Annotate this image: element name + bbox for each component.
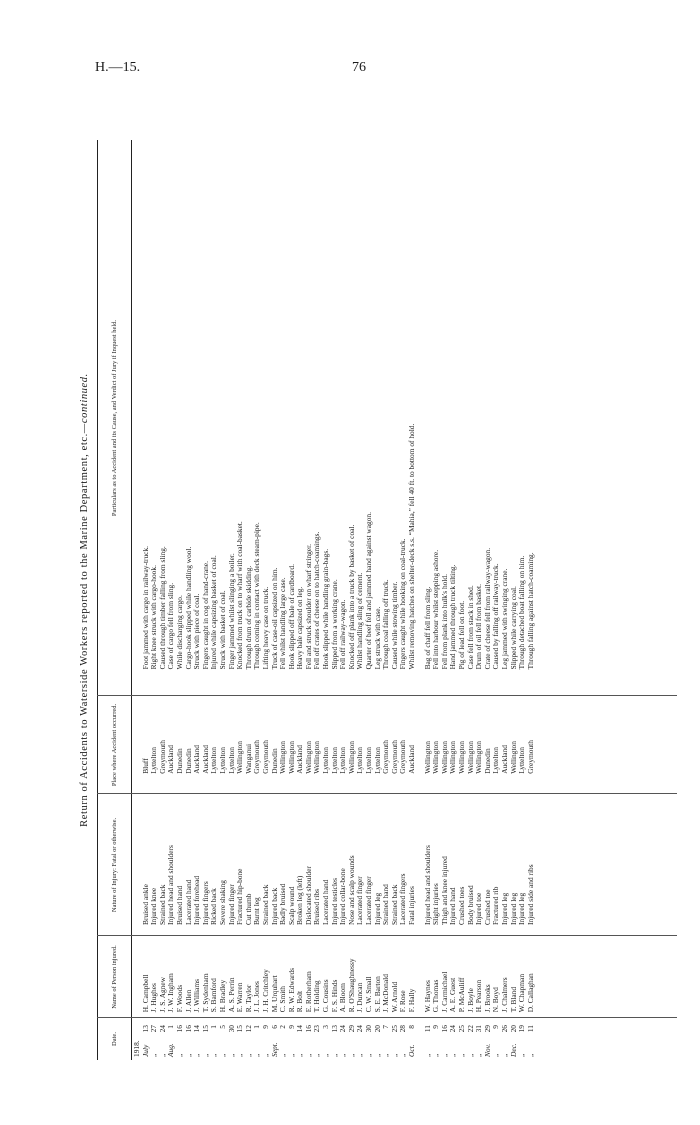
accident-particulars: Through coal falling off truck. [381, 579, 391, 670]
accident-place: Wanganui [243, 743, 253, 774]
accident-particulars: Finger jammed whilst slinging a boiler. [226, 553, 236, 670]
person-name: C. W. Small [364, 976, 374, 1013]
person-name: A. E. Guest [448, 977, 458, 1013]
month: Oct. [407, 1044, 416, 1057]
accident-particulars: Through falling against hatch-coaming. [525, 552, 535, 670]
accident-place: Dunedin [482, 748, 492, 774]
day: 29 [346, 1025, 356, 1033]
accident-place: Lyttelton [355, 747, 365, 774]
month: „ [338, 1052, 348, 1057]
month: „ [312, 1052, 322, 1057]
month: „ [235, 1052, 245, 1057]
accident-place: Auckland [192, 745, 202, 774]
person-name: H. Campbell [140, 974, 150, 1013]
accident-particulars: Caused through timber falling from sling. [157, 546, 167, 670]
accident-particulars: Fingers caught while hooking on coal-truck. [398, 538, 408, 670]
person-name: R. O'Shaughnessy [346, 958, 356, 1013]
day: 16 [439, 1025, 449, 1033]
month: „ [217, 1052, 227, 1057]
month: „ [346, 1052, 356, 1057]
column-header-injury: Nature of Injury: Fatal or otherwise. [110, 817, 118, 913]
day: 30 [226, 1025, 236, 1033]
month: „ [389, 1052, 399, 1057]
accident-place: Wellington [303, 741, 313, 774]
accident-place: Lyttelton [364, 747, 374, 774]
accident-place: Auckland [166, 745, 176, 774]
injury-nature: Lacerated hand [321, 879, 331, 925]
person-name: T. Bland [508, 986, 518, 1013]
day: 16 [303, 1025, 313, 1033]
person-name: D. Callaghan [525, 973, 535, 1013]
day: 14 [192, 1025, 202, 1033]
person-name: A. Bloom [338, 983, 348, 1013]
day: 23 [312, 1025, 322, 1033]
injury-nature: Bruised hand [174, 885, 184, 925]
injury-nature: Injured collar-bone [338, 868, 348, 925]
accident-place: Bluff [140, 758, 150, 774]
person-name: F. S. Hinds [329, 979, 339, 1013]
person-name: A. S. Perrin [226, 977, 236, 1013]
month: „ [474, 1052, 484, 1057]
day: 24 [355, 1025, 365, 1033]
accident-particulars: Whilst handling sling of cement. [355, 572, 365, 670]
accident-particulars: Pig of lead fell on foot. [456, 600, 466, 670]
month: „ [303, 1052, 313, 1057]
table-title [79, 140, 90, 1060]
accident-particulars: Foot jammed with cargo in railway-truck. [140, 546, 150, 670]
accident-particulars: Through coming in contact with deck steam-pipe. [252, 522, 262, 670]
day: 24 [338, 1025, 348, 1033]
accident-place: Lyttelton [226, 747, 236, 774]
injury-nature: Injured leg [508, 892, 518, 925]
month: „ [422, 1052, 432, 1057]
person-name: T. Holding [312, 980, 322, 1013]
injury-nature: Slight injuries [431, 883, 441, 925]
day: 1 [252, 1025, 262, 1029]
person-name: J. Chalmers [499, 977, 509, 1013]
day: 26 [499, 1025, 509, 1033]
day: 5 [217, 1025, 227, 1029]
accident-place: Wellington [456, 741, 466, 774]
column-header-date: Date. [110, 1032, 118, 1046]
injury-nature: Lacerated finger [355, 876, 365, 925]
day: 25 [456, 1025, 466, 1033]
injury-nature: Injured head and shoulders [422, 845, 432, 925]
person-name: W. Haynes [422, 980, 432, 1013]
accident-particulars: Leg struck with case. [372, 606, 382, 670]
month: „ [243, 1052, 253, 1057]
injury-nature: Injured side and ribs [525, 864, 535, 925]
day: 31 [474, 1025, 484, 1033]
accident-place: Greymouth [252, 740, 262, 774]
month: „ [517, 1052, 527, 1057]
injury-nature: Dislocated shoulder [303, 866, 313, 925]
day: 9 [431, 1025, 441, 1029]
day: 3 [321, 1025, 331, 1029]
person-name: N. Boyd [491, 987, 501, 1013]
day: 1 [166, 1025, 176, 1029]
person-name: S. E. Barton [372, 976, 382, 1013]
injury-nature: Fatal injuries [407, 886, 416, 925]
accident-place: Wellington [278, 741, 288, 774]
day: 11 [525, 1025, 535, 1033]
accident-particulars: Hook slipped off bale of cardboard. [286, 564, 296, 670]
month: „ [278, 1052, 288, 1057]
header-rule-top [97, 140, 98, 1060]
person-name: R. Bolt [295, 990, 305, 1013]
injury-nature: Lacerated fingers [398, 873, 408, 925]
accident-place: Wellington [474, 741, 484, 774]
accident-particulars: Cargo-hook slipped while handling wool. [183, 546, 193, 670]
person-name: J. W. Ingham [166, 973, 176, 1013]
accident-particulars: While discharging cargo. [174, 595, 184, 670]
injury-nature: Strained back [260, 884, 270, 925]
day: 20 [372, 1025, 382, 1033]
person-name: J. S. Agnew [157, 976, 167, 1013]
accident-particulars: Truck of case-oil capsized on him. [269, 567, 279, 670]
month: „ [439, 1052, 449, 1057]
month: „ [525, 1052, 535, 1057]
accident-place: Lyttelton [329, 747, 339, 774]
injury-nature: Lacerated finger [364, 876, 374, 925]
accident-particulars: Fell from plank into hulk's hold. [439, 574, 449, 670]
accident-place: Lyttelton [209, 747, 219, 774]
day: 12 [243, 1025, 253, 1033]
accident-particulars: Knocked from truck on to wharf with coal-basket. [235, 521, 245, 670]
accident-place: Wellington [439, 741, 449, 774]
accident-particulars: Fingers caught in cog of hand-crane. [200, 561, 210, 670]
month: „ [295, 1052, 305, 1057]
person-name: W. Arnold [389, 981, 399, 1013]
person-name: F. Hally [407, 988, 416, 1013]
month: „ [499, 1052, 509, 1057]
injury-nature: Crushed toe [482, 889, 492, 925]
day: 20 [508, 1025, 518, 1033]
person-name: J. Duncan [355, 982, 365, 1013]
person-name: S. Bamford [209, 978, 219, 1013]
person-name: J. McDonald [381, 974, 391, 1013]
accident-place: Lyttelton [372, 747, 382, 774]
day: 15 [235, 1025, 245, 1033]
accident-particulars: Fell off railway-wagon. [338, 599, 348, 670]
day: 1 [209, 1025, 219, 1029]
month: „ [355, 1052, 365, 1057]
month: „ [183, 1052, 193, 1057]
month: „ [226, 1052, 236, 1057]
accident-place: Wellington [465, 741, 475, 774]
month: „ [260, 1052, 270, 1057]
injury-nature: Strained back [389, 884, 399, 925]
injury-nature: Thigh and knee injured [439, 856, 449, 925]
month: „ [381, 1052, 391, 1057]
accident-place: Lyttelton [149, 747, 159, 774]
injury-nature: Fractured hip-bone [235, 868, 245, 925]
accident-place: Wellington [422, 741, 432, 774]
injury-nature: Scalp wound [286, 886, 296, 925]
month: „ [398, 1052, 408, 1057]
injury-nature: Injured finger [226, 884, 236, 925]
month: „ [448, 1052, 458, 1057]
rotated-table-page [75, 140, 695, 1060]
person-name: G. Thomas [431, 979, 441, 1013]
accidents-table [133, 140, 535, 1060]
accident-place: Lyttelton [517, 747, 527, 774]
column-header-particulars: Particulars as to Accident and its Cause, and Verdict of Jury if Inquest held. [110, 319, 118, 517]
accident-particulars: Case of cargo fell from sling. [166, 582, 176, 670]
accident-place: Lyttelton [217, 747, 227, 774]
day: 24 [157, 1025, 167, 1033]
date-cell [408, 1015, 417, 1060]
accident-place: Wellington [312, 741, 322, 774]
accident-place: Lyttelton [338, 747, 348, 774]
document-reference: H.—15. [95, 60, 141, 75]
accident-place: Wellington [448, 741, 458, 774]
accident-particulars: Bag of chaff fell from sling. [422, 586, 432, 670]
injury-nature: Nose and scalp wounds [346, 855, 356, 925]
day: 9 [260, 1025, 270, 1029]
person-name: H. Pearson [474, 979, 484, 1013]
injury-nature: Bruised ribs [312, 889, 322, 925]
injury-nature: Lacerated hand [183, 879, 193, 925]
injury-nature: Injured head and shoulders [166, 845, 176, 925]
accident-particulars: Heavy bale capsized on leg. [295, 586, 305, 670]
person-name: H. Bradley [217, 979, 227, 1013]
month: „ [200, 1052, 210, 1057]
injury-nature: Strained back [157, 884, 167, 925]
year-label: 1918. [132, 1040, 141, 1057]
day: 13 [329, 1025, 339, 1033]
month: „ [209, 1052, 219, 1057]
month: „ [456, 1052, 466, 1057]
header-rule-bottom [131, 140, 132, 1060]
day: 24 [448, 1025, 458, 1033]
person-name: J. H. Critchley [260, 969, 270, 1013]
accident-particulars: Fell and struck shoulder on wharf stringer. [303, 544, 313, 670]
month: „ [329, 1052, 339, 1057]
month: „ [431, 1052, 441, 1057]
day: 2 [278, 1025, 288, 1029]
accident-particulars: Drum of oil fell from basket. [474, 584, 484, 670]
person-name: J. Carmichael [439, 971, 449, 1013]
injury-nature: Burnt leg [252, 897, 262, 925]
month: July [140, 1044, 150, 1057]
day: 28 [398, 1025, 408, 1033]
accident-place: Auckland [200, 745, 210, 774]
injury-nature: Body bruised [465, 885, 475, 925]
day: 9 [491, 1025, 501, 1029]
person-name: C. Smith [278, 985, 288, 1013]
injury-nature: Bruised ankle [140, 884, 150, 925]
accident-particulars: Hand jammed through truck tilting. [448, 564, 458, 670]
injury-nature: Injured testicles [329, 877, 339, 925]
accident-particulars: Quarter of beef fell and jammed hand against wagon. [364, 512, 374, 670]
injury-nature: Broken leg (left) [295, 875, 305, 925]
injury-nature: Injured leg [372, 892, 382, 925]
date-cell [527, 1015, 536, 1060]
accident-particulars: Struck with basket of coal. [217, 590, 227, 670]
month: „ [192, 1052, 202, 1057]
injury-nature: Injured toe [474, 892, 484, 925]
month: „ [465, 1052, 475, 1057]
accident-particulars: Fell whilst handling large case. [278, 577, 288, 670]
person-name: R. W. Edwards [286, 967, 296, 1013]
day: 19 [517, 1025, 527, 1033]
accident-particulars: Crate of cheese fell from railway-wagon. [482, 547, 492, 670]
accident-particulars: Case fell from stack in shed. [465, 585, 475, 670]
person-name: F. Rose [398, 990, 408, 1013]
accident-place: Wellington [235, 741, 245, 774]
accident-particulars: Fell off crates of cheese on to hatch-coamings. [312, 531, 322, 670]
person-name: J. Brooks [482, 984, 492, 1013]
day: 16 [174, 1025, 184, 1033]
month: „ [364, 1052, 374, 1057]
day: 8 [407, 1025, 416, 1029]
accident-particulars: Lifting heavy case on truck. [260, 586, 270, 670]
person-name: P. McAuliff [456, 977, 466, 1013]
person-name: J. Allen [183, 989, 193, 1013]
person-name: G. Cousins [321, 979, 331, 1013]
injury-nature: Injured leg [517, 892, 527, 925]
day: 15 [200, 1025, 210, 1033]
person-name: J. Hughes [149, 983, 159, 1013]
month: „ [372, 1052, 382, 1057]
month: „ [252, 1052, 262, 1057]
month: „ [149, 1052, 159, 1057]
accident-place: Lyttelton [491, 747, 501, 774]
accident-particulars: Hook slipped while handling grain-bags. [321, 548, 331, 670]
person-name: J. L. Jones [252, 981, 262, 1013]
accident-particulars: Knocked off plank into a truck by basket of coal. [346, 524, 356, 670]
accident-particulars: Through drum of carbide skidding. [243, 565, 253, 670]
day: 11 [422, 1025, 432, 1033]
day: 27 [149, 1025, 159, 1033]
accident-place: Dunedin [269, 748, 279, 774]
accident-particulars: Caused while stowing timber. [389, 581, 399, 670]
accident-place: Greymouth [381, 740, 391, 774]
accident-particulars: Slipped while carrying coal. [508, 586, 518, 670]
month: Sept. [269, 1042, 279, 1057]
accident-particulars: Slipped from a working crane. [329, 579, 339, 670]
accident-particulars: Injured while capsizing basket of coal. [209, 555, 219, 670]
day: 7 [381, 1025, 391, 1029]
accident-particulars: Caused by falling off railway-truck. [491, 563, 501, 670]
month: „ [491, 1052, 501, 1057]
injury-nature: Injured knee [149, 887, 159, 925]
accident-place: Auckland [295, 745, 305, 774]
injury-nature: Fractured rib [491, 886, 501, 925]
title-suffix: —continued. [79, 373, 90, 434]
person-name: F. Woods [174, 984, 184, 1013]
table-row [408, 140, 417, 1060]
month: „ [321, 1052, 331, 1057]
accident-place: Greymouth [525, 740, 535, 774]
month: „ [157, 1052, 167, 1057]
column-header-place: Place where Accident occurred. [110, 703, 118, 787]
month: „ [174, 1052, 184, 1057]
person-name: E. Rotherham [303, 971, 313, 1013]
injury-nature: Badly bruised [278, 883, 288, 925]
person-name: T. Sydenham [200, 973, 210, 1013]
accident-place: Greymouth [260, 740, 270, 774]
accident-place: Auckland [499, 745, 509, 774]
accident-place: Lyttelton [321, 747, 331, 774]
person-name: M. Urquhart [269, 975, 279, 1013]
month: „ [286, 1052, 296, 1057]
day: 29 [482, 1025, 492, 1033]
injury-nature: Severe shaking [217, 880, 227, 925]
accident-place: Wellington [431, 741, 441, 774]
accident-place: Greymouth [389, 740, 399, 774]
accident-particulars: Fell into harbour whilst stepping ashore. [431, 549, 441, 670]
title-main: Return of Accidents to Waterside Workers reported to the Marine Department, etc. [79, 433, 90, 827]
injury-nature: Injured fingers [200, 881, 210, 925]
accident-particulars: Struck with piece of coal. [192, 593, 202, 670]
month: Nov. [482, 1043, 492, 1057]
injury-nature: Injured leg [499, 892, 509, 925]
injury-nature: Cut thumb [243, 893, 253, 925]
accident-place: Wellington [508, 741, 518, 774]
day: 22 [465, 1025, 475, 1033]
month: Aug. [166, 1043, 176, 1057]
person-name: J. Williams [192, 979, 202, 1013]
day: 13 [140, 1025, 150, 1033]
page-number: 76 [352, 60, 366, 75]
person-name: W. Chapman [517, 973, 527, 1013]
injury-nature: Injured back [269, 887, 279, 925]
day: 9 [286, 1025, 296, 1029]
injury-nature: Crushed toes [456, 886, 466, 925]
table-row [527, 140, 536, 1060]
accident-particulars: Leg jammed with swinging crane. [499, 568, 509, 670]
person-name: J. Boyle [465, 988, 475, 1013]
column-header-name: Name of Person injured. [110, 945, 118, 1009]
person-name: R. Taylor [243, 984, 253, 1013]
day: 30 [364, 1025, 374, 1033]
accident-particulars: Through detached boat falling on him. [517, 555, 527, 670]
accident-place: Wellington [286, 741, 296, 774]
injury-nature: Strained hand [381, 884, 391, 925]
day: 14 [295, 1025, 305, 1033]
day: 16 [183, 1025, 193, 1033]
accident-particulars: Whilst removing hatches on shelter-deck s.s. “Mahia,” fell 40 ft. to bottom of hold. [407, 423, 416, 670]
accident-place: Dunedin [183, 748, 193, 774]
injury-nature: Injured forehead [192, 875, 202, 925]
injury-nature: Injured hand [448, 887, 458, 925]
day: 6 [269, 1025, 279, 1029]
accident-place: Greymouth [157, 740, 167, 774]
accident-particulars: Right knee struck with cargo-hook. [149, 565, 159, 670]
month: Dec. [508, 1043, 518, 1057]
accident-place: Greymouth [398, 740, 408, 774]
injury-nature: Ricked back [209, 888, 219, 925]
accident-place: Dunedin [174, 748, 184, 774]
person-name: E. Warren [235, 982, 245, 1013]
day: 25 [389, 1025, 399, 1033]
accident-place: Wellington [346, 741, 356, 774]
accident-place: Auckland [407, 745, 416, 774]
